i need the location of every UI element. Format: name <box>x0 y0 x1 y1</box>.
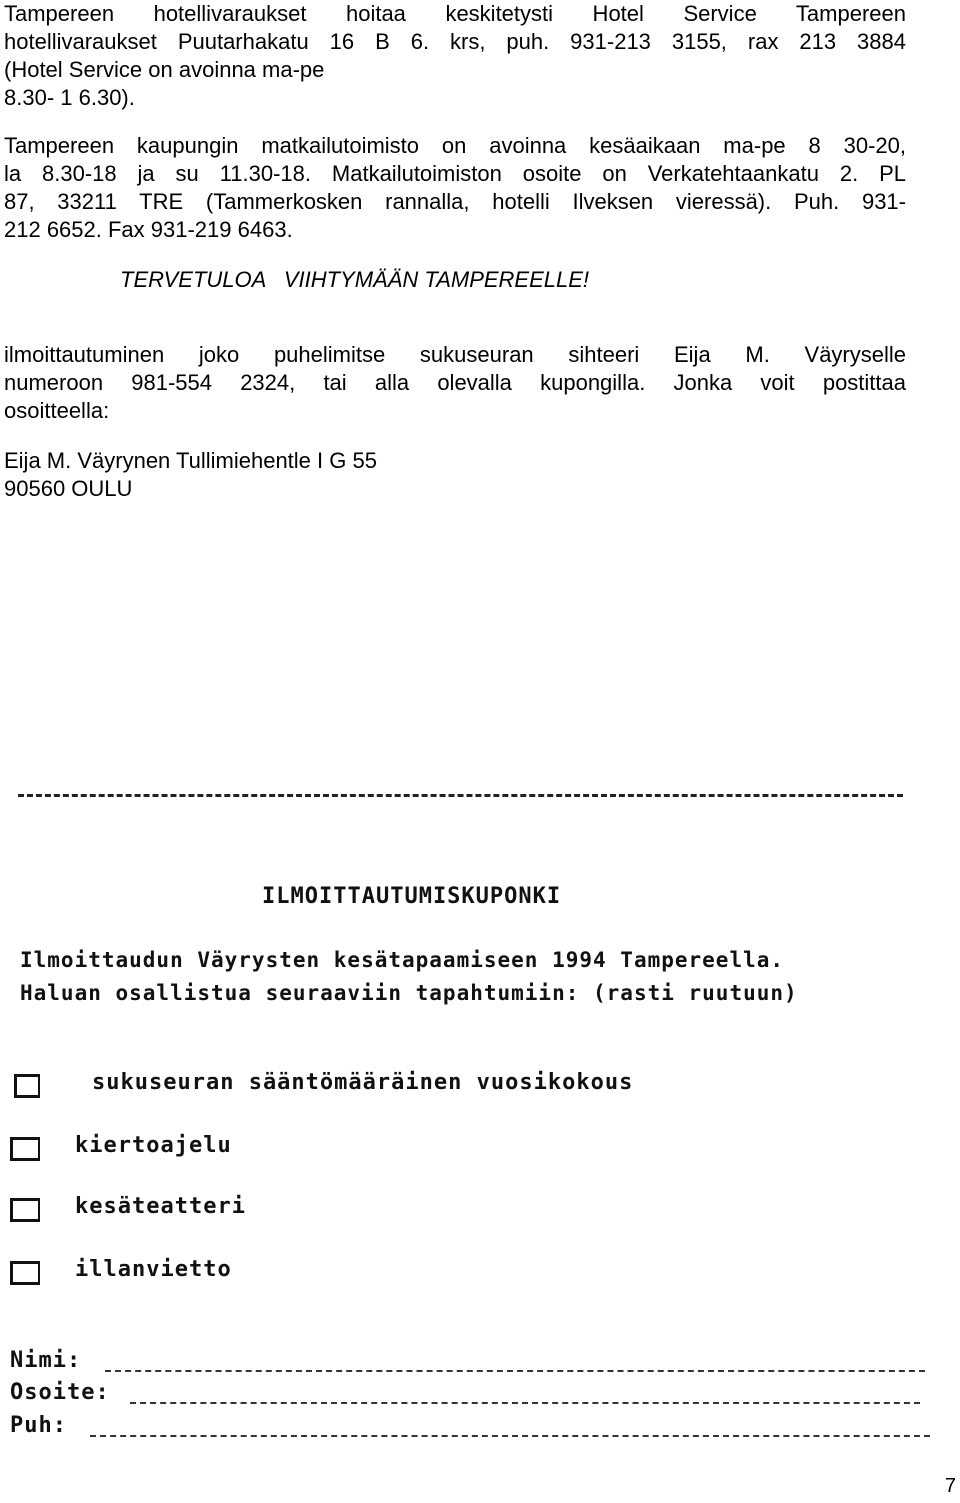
address-line-2: 90560 OULU <box>4 476 133 501</box>
info-line-7: 87, 33211 TRE (Tammerkosken rannalla, hotelli Ilveksen vieressä). Puh. 931- <box>4 189 906 214</box>
option-label-annual-meeting: sukuseuran sääntömääräinen vuosikokous <box>92 1070 634 1095</box>
registration-line-3: osoitteella: <box>4 398 110 423</box>
registration-line-1: ilmoittautuminen joko puhelimitse sukuseuran sihteeri Eija M. Väyryselle <box>4 342 906 367</box>
info-line-6: la 8.30-18 ja su 11.30-18. Matkailutoimiston osoite on Verkatehtaankatu 2. PL <box>4 161 906 186</box>
address-line-1: Eija M. Väyrynen Tullimiehentle I G 55 <box>4 448 377 473</box>
checkbox-annual-meeting[interactable] <box>14 1074 40 1098</box>
cut-line-divider <box>18 794 903 797</box>
registration-line-2: numeroon 981-554 2324, tai alla olevalla kupongilla. Jonka voit postittaa <box>4 370 906 395</box>
registration-coupon <box>0 780 960 1460</box>
info-line-3: (Hotel Service on avoinna ma-pe <box>4 57 325 82</box>
info-line-4: 8.30- 1 6.30). <box>4 85 135 110</box>
page-number: 7 <box>944 1475 956 1497</box>
phone-field-label: Puh: <box>10 1413 67 1438</box>
info-line-8: 212 6652. Fax 931-219 6463. <box>4 217 293 242</box>
name-field-line[interactable] <box>105 1370 925 1372</box>
address-field-label: Osoite: <box>10 1380 110 1405</box>
phone-field-line[interactable] <box>90 1435 930 1437</box>
option-label-sightseeing: kiertoajelu <box>75 1133 232 1158</box>
option-label-evening-party: illanvietto <box>75 1257 232 1282</box>
name-field-label: Nimi: <box>10 1348 82 1373</box>
coupon-intro-line-2: Haluan osallistua seuraaviin tapahtumiin: (rasti ruutuun) <box>20 981 798 1005</box>
welcome-heading: TERVETULOA VIIHTYMÄÄN TAMPEREELLE! <box>120 267 590 292</box>
info-line-1: Tampereen hotellivaraukset hoitaa keskitetysti Hotel Service Tampereen <box>4 1 906 26</box>
name-field[interactable] <box>10 1348 925 1380</box>
address-field[interactable] <box>10 1380 925 1412</box>
info-line-2: hotellivaraukset Puutarhakatu 16 B 6. krs, puh. 931-213 3155, rax 213 3884 <box>4 29 906 54</box>
coupon-intro-line-1: Ilmoittaudun Väyrysten kesätapaamiseen 1994 Tampereella. <box>20 948 785 972</box>
checkbox-summer-theatre[interactable] <box>10 1198 40 1222</box>
info-line-5: Tampereen kaupungin matkailutoimisto on avoinna kesäaikaan ma-pe 8 30-20, <box>4 133 906 158</box>
checkbox-evening-party[interactable] <box>10 1261 40 1285</box>
option-label-summer-theatre: kesäteatteri <box>75 1194 246 1219</box>
checkbox-sightseeing[interactable] <box>10 1137 40 1161</box>
phone-field[interactable] <box>10 1413 925 1445</box>
coupon-title: ILMOITTAUTUMISKUPONKI <box>262 884 562 909</box>
address-field-line[interactable] <box>130 1402 920 1404</box>
